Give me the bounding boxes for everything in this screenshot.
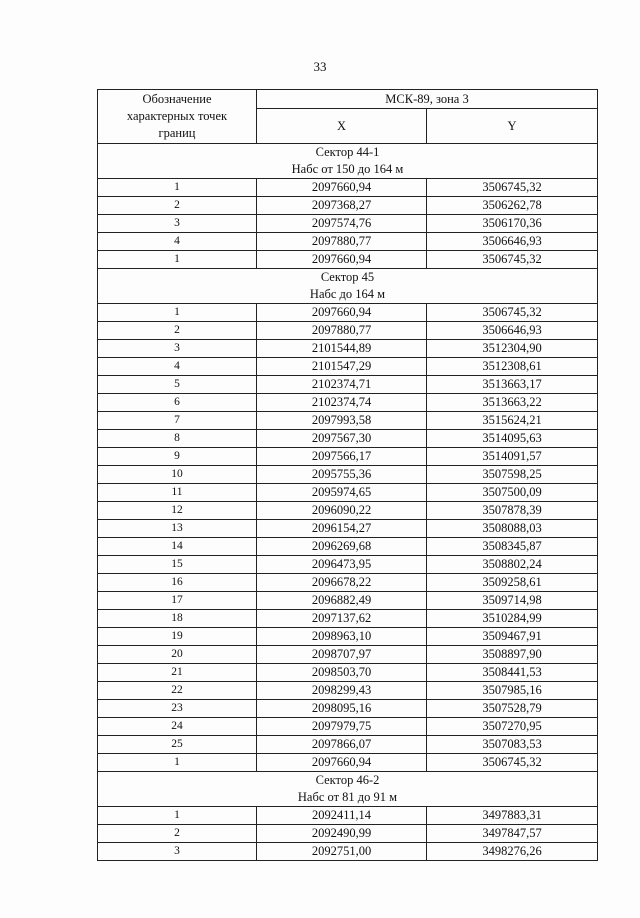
point-number: 23 bbox=[98, 700, 257, 718]
point-number: 20 bbox=[98, 646, 257, 664]
coord-y: 3506646,93 bbox=[427, 233, 598, 251]
coord-x: 2095755,36 bbox=[257, 466, 427, 484]
coord-y: 3497883,31 bbox=[427, 807, 598, 825]
coord-y: 3507985,16 bbox=[427, 682, 598, 700]
table-row bbox=[98, 718, 598, 736]
table-row bbox=[98, 700, 598, 718]
section-name: Сектор 44-1 bbox=[315, 145, 380, 159]
coord-y: 3506262,78 bbox=[427, 197, 598, 215]
coord-y: 3506745,32 bbox=[427, 251, 598, 269]
coord-y: 3507878,39 bbox=[427, 502, 598, 520]
table-row bbox=[98, 520, 598, 538]
point-number: 24 bbox=[98, 718, 257, 736]
point-number: 17 bbox=[98, 592, 257, 610]
coord-x: 2097993,58 bbox=[257, 412, 427, 430]
coord-y: 3509467,91 bbox=[427, 628, 598, 646]
coord-y: 3507528,79 bbox=[427, 700, 598, 718]
coord-x: 2092490,99 bbox=[257, 825, 427, 843]
header-point-designation: Обозначение характерных точек границ bbox=[98, 90, 257, 144]
coord-x: 2097660,94 bbox=[257, 304, 427, 322]
coord-y: 3513663,17 bbox=[427, 376, 598, 394]
coordinates-table bbox=[97, 89, 598, 861]
table-row bbox=[98, 215, 598, 233]
coord-y: 3514091,57 bbox=[427, 448, 598, 466]
coord-x: 2097574,76 bbox=[257, 215, 427, 233]
coord-y: 3506170,36 bbox=[427, 215, 598, 233]
coord-x: 2098707,97 bbox=[257, 646, 427, 664]
coord-y: 3506646,93 bbox=[427, 322, 598, 340]
point-number: 18 bbox=[98, 610, 257, 628]
section-header-row bbox=[98, 772, 598, 807]
point-number: 2 bbox=[98, 825, 257, 843]
point-number: 6 bbox=[98, 394, 257, 412]
table-row bbox=[98, 664, 598, 682]
section-height-range: Набс от 150 до 164 м bbox=[291, 162, 404, 176]
table-row bbox=[98, 502, 598, 520]
coord-y: 3508088,03 bbox=[427, 520, 598, 538]
table-row bbox=[98, 807, 598, 825]
coord-x: 2097866,07 bbox=[257, 736, 427, 754]
coord-y: 3509258,61 bbox=[427, 574, 598, 592]
table-row bbox=[98, 430, 598, 448]
point-number: 4 bbox=[98, 233, 257, 251]
coord-x: 2097368,27 bbox=[257, 197, 427, 215]
point-number: 5 bbox=[98, 376, 257, 394]
section-header-row bbox=[98, 269, 598, 304]
table-row bbox=[98, 412, 598, 430]
coord-x: 2097880,77 bbox=[257, 233, 427, 251]
coord-y: 3508345,87 bbox=[427, 538, 598, 556]
table-row bbox=[98, 538, 598, 556]
section-header bbox=[98, 772, 598, 807]
table-row bbox=[98, 304, 598, 322]
table-row bbox=[98, 484, 598, 502]
point-number: 3 bbox=[98, 215, 257, 233]
coord-x: 2101544,89 bbox=[257, 340, 427, 358]
coord-y: 3512308,61 bbox=[427, 358, 598, 376]
coord-x: 2096882,49 bbox=[257, 592, 427, 610]
coord-y: 3507500,09 bbox=[427, 484, 598, 502]
point-number: 8 bbox=[98, 430, 257, 448]
table-row bbox=[98, 376, 598, 394]
coord-y: 3508802,24 bbox=[427, 556, 598, 574]
table-row bbox=[98, 233, 598, 251]
point-number: 12 bbox=[98, 502, 257, 520]
table-row bbox=[98, 322, 598, 340]
point-number: 7 bbox=[98, 412, 257, 430]
coord-x: 2097137,62 bbox=[257, 610, 427, 628]
coord-x: 2096473,95 bbox=[257, 556, 427, 574]
point-number: 14 bbox=[98, 538, 257, 556]
coord-x: 2097566,17 bbox=[257, 448, 427, 466]
coord-x: 2098503,70 bbox=[257, 664, 427, 682]
coord-x: 2097660,94 bbox=[257, 754, 427, 772]
coord-y: 3507598,25 bbox=[427, 466, 598, 484]
point-number: 2 bbox=[98, 197, 257, 215]
section-header-row bbox=[98, 144, 598, 179]
coord-y: 3508897,90 bbox=[427, 646, 598, 664]
coord-x: 2101547,29 bbox=[257, 358, 427, 376]
point-number: 3 bbox=[98, 843, 257, 861]
header-row-top bbox=[98, 90, 598, 109]
coord-x: 2096678,22 bbox=[257, 574, 427, 592]
point-number: 15 bbox=[98, 556, 257, 574]
table-row bbox=[98, 825, 598, 843]
point-number: 13 bbox=[98, 520, 257, 538]
table-row bbox=[98, 448, 598, 466]
table-row bbox=[98, 251, 598, 269]
point-number: 1 bbox=[98, 807, 257, 825]
coord-y: 3508441,53 bbox=[427, 664, 598, 682]
section-name: Сектор 45 bbox=[320, 270, 375, 284]
coord-y: 3498276,26 bbox=[427, 843, 598, 861]
section-header bbox=[98, 144, 598, 179]
section-name: Сектор 46-2 bbox=[315, 773, 380, 787]
table-row bbox=[98, 628, 598, 646]
section-height-range: Набс до 164 м bbox=[309, 287, 386, 301]
coord-x: 2098095,16 bbox=[257, 700, 427, 718]
section-header bbox=[98, 269, 598, 304]
page-number: 33 bbox=[313, 59, 327, 74]
point-number: 19 bbox=[98, 628, 257, 646]
coord-x: 2097567,30 bbox=[257, 430, 427, 448]
coord-x: 2097660,94 bbox=[257, 179, 427, 197]
coord-x: 2098299,43 bbox=[257, 682, 427, 700]
point-number: 16 bbox=[98, 574, 257, 592]
table-row bbox=[98, 197, 598, 215]
coordinates-table-body bbox=[98, 90, 598, 861]
coord-y: 3510284,99 bbox=[427, 610, 598, 628]
coord-x: 2096154,27 bbox=[257, 520, 427, 538]
coord-y: 3506745,32 bbox=[427, 754, 598, 772]
point-number: 22 bbox=[98, 682, 257, 700]
point-number: 1 bbox=[98, 304, 257, 322]
table-row bbox=[98, 736, 598, 754]
table-row bbox=[98, 179, 598, 197]
point-number: 21 bbox=[98, 664, 257, 682]
coord-x: 2097979,75 bbox=[257, 718, 427, 736]
coord-y: 3512304,90 bbox=[427, 340, 598, 358]
point-number: 2 bbox=[98, 322, 257, 340]
coord-y: 3497847,57 bbox=[427, 825, 598, 843]
coord-x: 2102374,71 bbox=[257, 376, 427, 394]
coord-x: 2096090,22 bbox=[257, 502, 427, 520]
coord-x: 2102374,74 bbox=[257, 394, 427, 412]
table-row bbox=[98, 754, 598, 772]
table-row bbox=[98, 466, 598, 484]
coord-y: 3506745,32 bbox=[427, 304, 598, 322]
coord-x: 2098963,10 bbox=[257, 628, 427, 646]
point-number: 1 bbox=[98, 251, 257, 269]
header-y: Y bbox=[427, 109, 598, 144]
table-row bbox=[98, 394, 598, 412]
coord-x: 2097660,94 bbox=[257, 251, 427, 269]
coord-x: 2095974,65 bbox=[257, 484, 427, 502]
point-number: 4 bbox=[98, 358, 257, 376]
table-row bbox=[98, 610, 598, 628]
point-number: 3 bbox=[98, 340, 257, 358]
point-number: 11 bbox=[98, 484, 257, 502]
point-number: 9 bbox=[98, 448, 257, 466]
section-height-range: Набс от 81 до 91 м bbox=[297, 790, 398, 804]
table-row bbox=[98, 646, 598, 664]
coord-y: 3507083,53 bbox=[427, 736, 598, 754]
coord-y: 3513663,22 bbox=[427, 394, 598, 412]
header-x: X bbox=[257, 109, 427, 144]
table-row bbox=[98, 340, 598, 358]
point-number: 25 bbox=[98, 736, 257, 754]
point-number: 1 bbox=[98, 179, 257, 197]
table-row bbox=[98, 358, 598, 376]
coord-y: 3515624,21 bbox=[427, 412, 598, 430]
coord-y: 3507270,95 bbox=[427, 718, 598, 736]
coord-y: 3509714,98 bbox=[427, 592, 598, 610]
header-crs: МСК-89, зона 3 bbox=[257, 90, 598, 109]
coord-x: 2092751,00 bbox=[257, 843, 427, 861]
table-row bbox=[98, 592, 598, 610]
table-row bbox=[98, 574, 598, 592]
table-row bbox=[98, 556, 598, 574]
point-number: 10 bbox=[98, 466, 257, 484]
table-row bbox=[98, 843, 598, 861]
point-number: 1 bbox=[98, 754, 257, 772]
coord-y: 3506745,32 bbox=[427, 179, 598, 197]
coord-x: 2092411,14 bbox=[257, 807, 427, 825]
table-row bbox=[98, 682, 598, 700]
coord-y: 3514095,63 bbox=[427, 430, 598, 448]
coord-x: 2097880,77 bbox=[257, 322, 427, 340]
coord-x: 2096269,68 bbox=[257, 538, 427, 556]
